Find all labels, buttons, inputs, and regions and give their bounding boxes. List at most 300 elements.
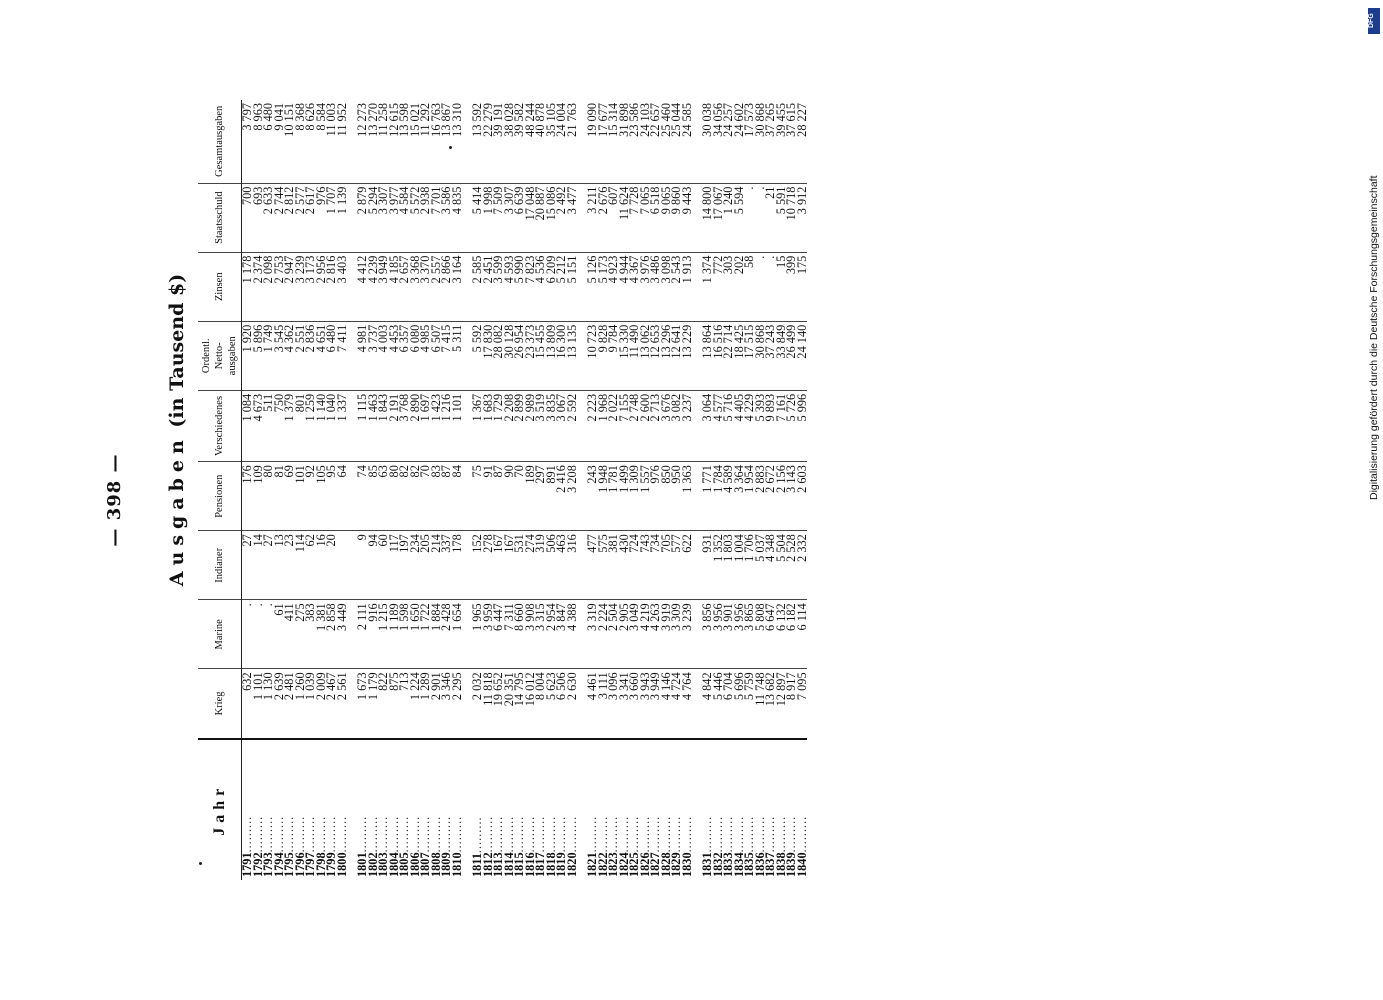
value-cell: 9 784 [608, 321, 619, 390]
value-cell: 16 763 [431, 100, 442, 183]
value-cell: 35 105 [546, 100, 557, 183]
value-cell: 24 103 [640, 100, 651, 183]
value-cell: 2 451 [483, 252, 494, 321]
value-cell: 16 516 [713, 321, 724, 390]
value-cell: 3 956 [713, 600, 724, 669]
year-label: 1823 [606, 852, 620, 877]
value-cell: 94 [368, 531, 379, 600]
value-cell: 4 764 [682, 669, 693, 739]
value-cell: 27 [242, 531, 253, 600]
value-cell: 15 314 [608, 100, 619, 183]
value-cell: 1 948 [598, 462, 609, 531]
value-cell: 92 [305, 462, 316, 531]
table-row [797, 100, 808, 880]
value-cell: 3 486 [650, 252, 661, 321]
value-cell: 17 048 [525, 183, 536, 252]
value-cell: 60 [378, 531, 389, 600]
value-cell: 4 185 [389, 252, 400, 321]
value-cell: 1 179 [368, 669, 379, 739]
value-cell: 6 518 [650, 183, 661, 252]
leader-dots: ......... [731, 815, 746, 853]
value-cell: 19 652 [493, 669, 504, 739]
value-cell: 772 [713, 252, 724, 321]
value-cell: 7 728 [629, 183, 640, 252]
year-label: 1796 [292, 852, 307, 877]
value-cell: 577 [671, 531, 682, 600]
value-cell: 1 363 [682, 462, 693, 531]
value-cell: 1 781 [608, 462, 619, 531]
value-cell: 2 989 [525, 390, 536, 461]
value-cell: 4 219 [640, 600, 651, 669]
leader-dots: ......... [543, 815, 558, 853]
value-cell: 607 [608, 183, 619, 252]
value-cell: 58 [744, 252, 755, 321]
value-cell: 14 [253, 531, 264, 600]
value-cell: . [253, 600, 264, 669]
leader-dots: ......... [324, 815, 338, 853]
column-header: Krieg [198, 669, 242, 739]
value-cell: 12 273 [357, 100, 368, 183]
value-cell: 1 004 [734, 531, 745, 600]
column-header-year: Jahr [198, 739, 242, 880]
value-cell: 6 209 [546, 252, 557, 321]
value-cell: 4 944 [619, 252, 630, 321]
value-cell: 75 [472, 462, 483, 531]
value-cell: 5 726 [786, 390, 797, 461]
value-cell: 2 858 [326, 600, 337, 669]
value-cell: 10 151 [284, 100, 295, 183]
value-cell: 2 748 [629, 390, 640, 461]
value-cell: 2 883 [755, 462, 766, 531]
value-cell: 1 101 [452, 390, 463, 461]
value-cell: 6 639 [514, 183, 525, 252]
value-cell: 74 [357, 462, 368, 531]
value-cell: 1 216 [441, 390, 452, 461]
value-cell: 82 [410, 462, 421, 531]
value-cell: 7 155 [619, 390, 630, 461]
value-cell: 3 943 [640, 669, 651, 739]
value-cell: 2 956 [316, 252, 327, 321]
value-cell: 316 [567, 531, 578, 600]
value-cell: 1 683 [483, 390, 494, 461]
value-cell: 1 259 [305, 390, 316, 461]
value-cell: 19 090 [587, 100, 598, 183]
table-row [504, 100, 515, 880]
value-cell: 37 615 [786, 100, 797, 183]
value-cell: 2 481 [284, 669, 295, 739]
value-cell: 24 004 [556, 100, 567, 183]
value-cell: 91 [483, 462, 494, 531]
value-cell: 5 126 [587, 252, 598, 321]
value-cell: 1 215 [378, 600, 389, 669]
value-cell: 22 279 [483, 100, 494, 183]
value-cell: 2 295 [452, 669, 463, 739]
digitization-footer [1368, 10, 1382, 510]
group-spacer [577, 100, 587, 880]
value-cell: 1 707 [326, 183, 337, 252]
value-cell: 2 816 [326, 252, 337, 321]
table-row [284, 100, 295, 880]
value-cell: 743 [640, 531, 651, 600]
value-cell: 61 [274, 600, 285, 669]
leader-dots: ......... [386, 815, 401, 853]
value-cell: 5 896 [253, 321, 264, 390]
value-cell: 20 887 [535, 183, 546, 252]
value-cell: 2 713 [650, 390, 661, 461]
value-cell: 4 362 [284, 321, 295, 390]
value-cell: 2 551 [295, 321, 306, 390]
value-cell: 3 098 [661, 252, 672, 321]
table-row [357, 100, 368, 880]
value-cell: 2 633 [263, 183, 274, 252]
leader-dots: ......... [784, 815, 798, 853]
value-cell: 16 012 [525, 669, 536, 739]
value-cell: 4 405 [734, 390, 745, 461]
value-cell: 381 [608, 531, 619, 600]
value-cell: 6 080 [410, 321, 421, 390]
year-label: 1807 [418, 852, 432, 877]
value-cell: 4 263 [650, 600, 661, 669]
year-label: 1826 [637, 852, 652, 877]
page-number: — 398 — [104, 453, 125, 547]
table-row [493, 100, 504, 880]
value-cell: 13 682 [765, 669, 776, 739]
value-cell: 13 270 [368, 100, 379, 183]
value-cell: 28 082 [493, 321, 504, 390]
year-label: 1840 [794, 852, 809, 877]
leader-dots: ......... [250, 815, 265, 853]
value-cell: 3 586 [441, 183, 452, 252]
value-cell: 62 [305, 531, 316, 600]
value-cell: 430 [619, 531, 630, 600]
value-cell: 2 009 [316, 669, 327, 739]
value-cell: 3 599 [493, 252, 504, 321]
year-label: 1821 [585, 852, 599, 877]
group-spacer [347, 100, 357, 880]
value-cell: 2 672 [765, 462, 776, 531]
leader-dots: ......... [763, 815, 777, 853]
leader-dots: ......... [240, 815, 254, 853]
year-label: 1839 [784, 852, 798, 877]
value-cell: 1 697 [420, 390, 431, 461]
leader-dots: ......... [355, 815, 369, 853]
value-cell: 70 [420, 462, 431, 531]
value-cell: 275 [295, 600, 306, 669]
value-cell: 1 178 [242, 252, 253, 321]
dfg-logo: DFG [1368, 8, 1380, 34]
leader-dots: ......... [480, 815, 495, 853]
value-cell: 12 897 [776, 669, 787, 739]
year-label: 1812 [480, 852, 495, 877]
value-cell: 2 223 [587, 390, 598, 461]
value-cell: 575 [598, 531, 609, 600]
value-cell: 705 [661, 531, 672, 600]
value-cell: 9 065 [661, 183, 672, 252]
year-label: 1835 [742, 852, 756, 877]
value-cell: 5 173 [598, 252, 609, 321]
value-cell: 2 428 [441, 600, 452, 669]
value-cell: 383 [305, 600, 316, 669]
value-cell: 463 [556, 531, 567, 600]
value-cell: 9 860 [671, 183, 682, 252]
value-cell: 1 101 [253, 669, 264, 739]
leader-dots: ......... [669, 815, 683, 853]
value-cell: 1 139 [337, 183, 348, 252]
value-cell: 4 584 [399, 183, 410, 252]
value-cell: 3 956 [734, 600, 745, 669]
value-cell: 80 [389, 462, 400, 531]
column-header: Marine [198, 600, 242, 669]
value-cell: 8 963 [253, 100, 264, 183]
value-cell: 13 809 [546, 321, 557, 390]
value-cell: 2 744 [274, 183, 285, 252]
value-cell: . [263, 600, 274, 669]
value-cell: 2 504 [608, 600, 619, 669]
year-label: 1819 [554, 852, 568, 877]
value-cell: 1 968 [598, 390, 609, 461]
value-cell: 39 582 [514, 100, 525, 183]
value-cell: 13 296 [661, 321, 672, 390]
leader-dots: ......... [616, 815, 631, 853]
value-cell: 37 243 [765, 321, 776, 390]
year-label: 1801 [355, 852, 369, 877]
value-cell: 801 [295, 390, 306, 461]
value-cell: 1 289 [420, 669, 431, 739]
value-cell: 3 173 [305, 252, 316, 321]
value-cell: 26 954 [514, 321, 525, 390]
year-label: 1810 [449, 852, 464, 877]
value-cell: 3 449 [337, 600, 348, 669]
value-cell: 2 617 [305, 183, 316, 252]
value-cell: 117 [389, 531, 400, 600]
value-cell: 38 028 [504, 100, 515, 183]
expenditure-table [198, 100, 807, 880]
scan-speck [449, 146, 452, 149]
value-cell: 101 [295, 462, 306, 531]
value-cell: 5 808 [755, 600, 766, 669]
value-cell: 1 557 [640, 462, 651, 531]
value-cell: 3 319 [587, 600, 598, 669]
value-cell: 1 309 [629, 462, 640, 531]
table-row [650, 100, 661, 880]
year-label: 1816 [522, 852, 537, 877]
value-cell: 2 812 [284, 183, 295, 252]
leader-dots: ......... [261, 815, 275, 853]
value-cell: 90 [504, 462, 515, 531]
value-cell: 3 368 [410, 252, 421, 321]
leader-dots: ......... [512, 815, 526, 853]
value-cell: 1 722 [420, 600, 431, 669]
value-cell: 1 115 [357, 390, 368, 461]
column-header: Staatsschuld [198, 183, 242, 252]
value-cell: 1 884 [431, 600, 442, 669]
value-cell: 2 543 [671, 252, 682, 321]
value-cell: 24 602 [734, 100, 745, 183]
value-cell: 5 504 [776, 531, 787, 600]
value-cell: 4 388 [567, 600, 578, 669]
leader-dots: ......... [334, 815, 349, 853]
column-header: Pensionen [198, 462, 242, 531]
value-cell: 693 [253, 183, 264, 252]
value-cell: 4 842 [702, 669, 713, 739]
value-cell: 5 294 [368, 183, 379, 252]
value-cell: 167 [504, 531, 515, 600]
value-cell: 13 135 [567, 321, 578, 390]
header-row [198, 100, 242, 880]
value-cell: 11 624 [619, 183, 630, 252]
value-cell: 40 878 [535, 100, 546, 183]
value-cell: 167 [493, 531, 504, 600]
value-cell: 3 901 [723, 600, 734, 669]
value-cell: 15 086 [546, 183, 557, 252]
value-cell: 23 [284, 531, 295, 600]
value-cell: 5 311 [452, 321, 463, 390]
value-cell: 13 592 [472, 100, 483, 183]
leader-dots: ......... [428, 815, 443, 853]
value-cell: 37 265 [765, 100, 776, 183]
value-cell: 3 370 [420, 252, 431, 321]
table-row [410, 100, 421, 880]
value-cell: 9 443 [682, 183, 693, 252]
leader-dots: ......... [700, 815, 714, 853]
value-cell: 2 191 [389, 390, 400, 461]
value-cell: 3 919 [661, 600, 672, 669]
value-cell: 3 835 [546, 390, 557, 461]
value-cell: 7 095 [797, 669, 808, 739]
value-cell: 976 [316, 183, 327, 252]
value-cell: 3 797 [242, 100, 253, 183]
value-cell: 23 586 [629, 100, 640, 183]
leader-dots: ......... [501, 815, 516, 853]
value-cell: 6 182 [786, 600, 797, 669]
value-cell: 3 660 [629, 669, 640, 739]
value-cell: 2 208 [504, 390, 515, 461]
value-cell: . [242, 600, 253, 669]
value-cell: 1 463 [368, 390, 379, 461]
value-cell: 214 [431, 531, 442, 600]
value-cell: 1 998 [483, 183, 494, 252]
value-cell: 2 577 [295, 183, 306, 252]
value-cell: 4 673 [253, 390, 264, 461]
value-cell: 3 477 [567, 183, 578, 252]
value-cell: 713 [399, 669, 410, 739]
value-cell: 2 032 [472, 669, 483, 739]
table-row [567, 100, 578, 880]
year-label: 1803 [376, 852, 390, 877]
value-cell: 506 [546, 531, 557, 600]
value-cell: 950 [671, 462, 682, 531]
value-cell: 2 836 [305, 321, 316, 390]
value-cell: 9 [357, 531, 368, 600]
year-label: 1797 [303, 852, 317, 877]
value-cell: 14 800 [702, 183, 713, 252]
value-cell: 7 509 [493, 183, 504, 252]
value-cell: 2 676 [598, 183, 609, 252]
year-label: 1799 [324, 852, 338, 877]
value-cell: 411 [284, 600, 295, 669]
value-cell: 4 923 [608, 252, 619, 321]
value-cell: 3 341 [619, 669, 630, 739]
year-label: 1825 [627, 852, 641, 877]
value-cell: 850 [661, 462, 672, 531]
value-cell: 399 [786, 252, 797, 321]
value-cell: 3 856 [702, 600, 713, 669]
value-cell: 25 460 [661, 100, 672, 183]
value-cell: 31 898 [619, 100, 630, 183]
value-cell: 2 879 [357, 183, 368, 252]
year-label: 1827 [648, 852, 662, 877]
value-cell: 175 [797, 252, 808, 321]
year-label: 1802 [365, 852, 380, 877]
leader-dots: ......... [742, 815, 756, 853]
value-cell: 7 701 [431, 183, 442, 252]
value-cell: 1 374 [702, 252, 713, 321]
value-cell: 4 536 [535, 252, 546, 321]
year-label: 1830 [679, 852, 694, 877]
value-cell: 2 901 [431, 669, 442, 739]
value-cell: 2 528 [786, 531, 797, 600]
year-label: 1805 [397, 852, 411, 877]
value-cell: 105 [316, 462, 327, 531]
value-cell: 12 615 [389, 100, 400, 183]
value-cell: 3 237 [682, 390, 693, 461]
value-cell: 24 140 [797, 321, 808, 390]
value-cell: 5 414 [472, 183, 483, 252]
value-cell: 4 985 [420, 321, 431, 390]
leader-dots: ......... [648, 815, 662, 853]
value-cell: 197 [399, 531, 410, 600]
value-cell: 8 626 [305, 100, 316, 183]
table-row [389, 100, 400, 880]
value-cell: 1 784 [713, 462, 724, 531]
value-cell: 48 244 [525, 100, 536, 183]
value-cell: 3 364 [734, 462, 745, 531]
table-row [378, 100, 389, 880]
table-row [431, 100, 442, 880]
footer-text: Digitalisierung gefördert durch die Deutsche Forschungsgemeinschaft [1368, 175, 1380, 500]
value-cell: 337 [441, 531, 452, 600]
leader-dots: ......... [721, 815, 735, 853]
leader-dots: ......... [637, 815, 652, 853]
value-cell: 5 594 [734, 183, 745, 252]
value-cell: 2 603 [797, 462, 808, 531]
value-cell: 3 208 [567, 462, 578, 531]
value-cell: 278 [483, 531, 494, 600]
value-cell: 931 [702, 531, 713, 600]
leader-dots: ......... [470, 816, 484, 854]
value-cell: 1 140 [316, 390, 327, 461]
year-label: 1837 [763, 852, 777, 877]
year-label: 1809 [439, 852, 453, 877]
value-cell: 3 096 [608, 669, 619, 739]
year-label: 1820 [564, 852, 579, 877]
year-label: 1795 [282, 852, 296, 877]
value-cell: 3 865 [744, 600, 755, 669]
value-cell: 82 [399, 462, 410, 531]
value-cell: 622 [682, 531, 693, 600]
value-cell: 1 499 [619, 462, 630, 531]
value-cell: 11 490 [629, 321, 640, 390]
table-row [420, 100, 431, 880]
value-cell: 4 981 [357, 321, 368, 390]
leader-dots: ......... [407, 815, 422, 853]
value-cell: 23 373 [525, 321, 536, 390]
value-cell: . [755, 183, 766, 252]
table-row [326, 100, 337, 880]
leader-dots: ......... [585, 815, 599, 853]
value-cell: 114 [295, 531, 306, 600]
value-cell: 700 [242, 183, 253, 252]
